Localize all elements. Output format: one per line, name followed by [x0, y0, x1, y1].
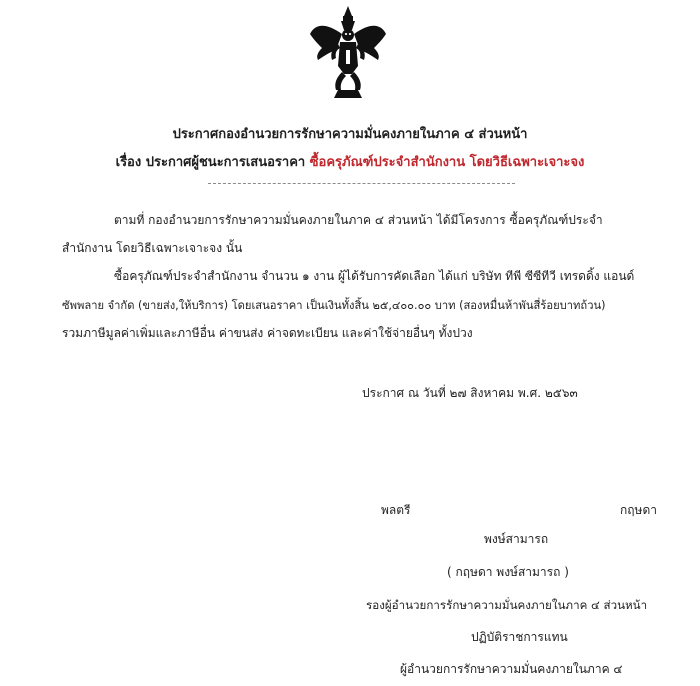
body-paragraph-2-line-1: ซื้อครุภัณฑ์ประจำสำนักงาน จำนวน ๑ งาน ผู้ได้รับการคัดเลือก ได้แก่ บริษัท ทีพี ซีซีทีวี เทรดดิ้ง แอนด์ [114, 269, 635, 283]
body-paragraph-2-line-3: รวมภาษีมูลค่าเพิ่มและภาษีอื่น ค่าขนส่ง ค่าจดทะเบียน และค่าใช้จ่ายอื่นๆ ทั้งปวง [62, 326, 473, 340]
body-paragraph-1-line-1: ตามที่ กองอำนวยการรักษาความมั่นคงภายในภาค ๔ ส่วนหน้า ได้มีโครงการ ซื้อครุภัณฑ์ประจำ [114, 213, 603, 227]
garuda-emblem [308, 4, 388, 100]
announcement-subject [0, 151, 700, 172]
signer-rank: พลตรี [381, 503, 411, 517]
signer-authority: ผู้อำนวยการรักษาความมั่นคงภายในภาค ๔ [400, 662, 623, 676]
signer-acting: ปฏิบัติราชการแทน [471, 630, 568, 644]
announcement-date: ประกาศ ณ วันที่ ๒๗ สิงหาคม พ.ศ. ๒๕๖๓ [362, 386, 578, 400]
divider [208, 183, 515, 184]
signer-first-name: กฤษดา [620, 503, 657, 517]
announcement-title: ประกาศกองอำนวยการรักษาความมั่นคงภายในภาค ๔ ส่วนหน้า [172, 127, 528, 142]
signer-printed-name: ( กฤษดา พงษ์สามารถ ) [447, 565, 569, 579]
body-paragraph-2-line-2: ซัพพลาย จำกัด (ขายส่ง,ให้บริการ) โดยเสนอราคา เป็นเงินทั้งสิ้น ๒๕,๔๐๐.๐๐ บาท (สองหมื่นห้าพันสี่ร้อยบาทถ้วน) [62, 299, 606, 312]
subject-prefix: เรื่อง ประกาศผู้ชนะการเสนอราคา [115, 155, 306, 170]
signer-last-name: พงษ์สามารถ [484, 532, 549, 546]
signer-position: รองผู้อำนวยการรักษาความมั่นคงภายในภาค ๔ ส่วนหน้า [366, 598, 648, 612]
body-paragraph-1-line-2: สำนักงาน โดยวิธีเฉพาะเจาะจง นั้น [62, 241, 243, 255]
subject-text: ซื้อครุภัณฑ์ประจำสำนักงาน โดยวิธีเฉพาะเจาะจง [309, 155, 585, 170]
